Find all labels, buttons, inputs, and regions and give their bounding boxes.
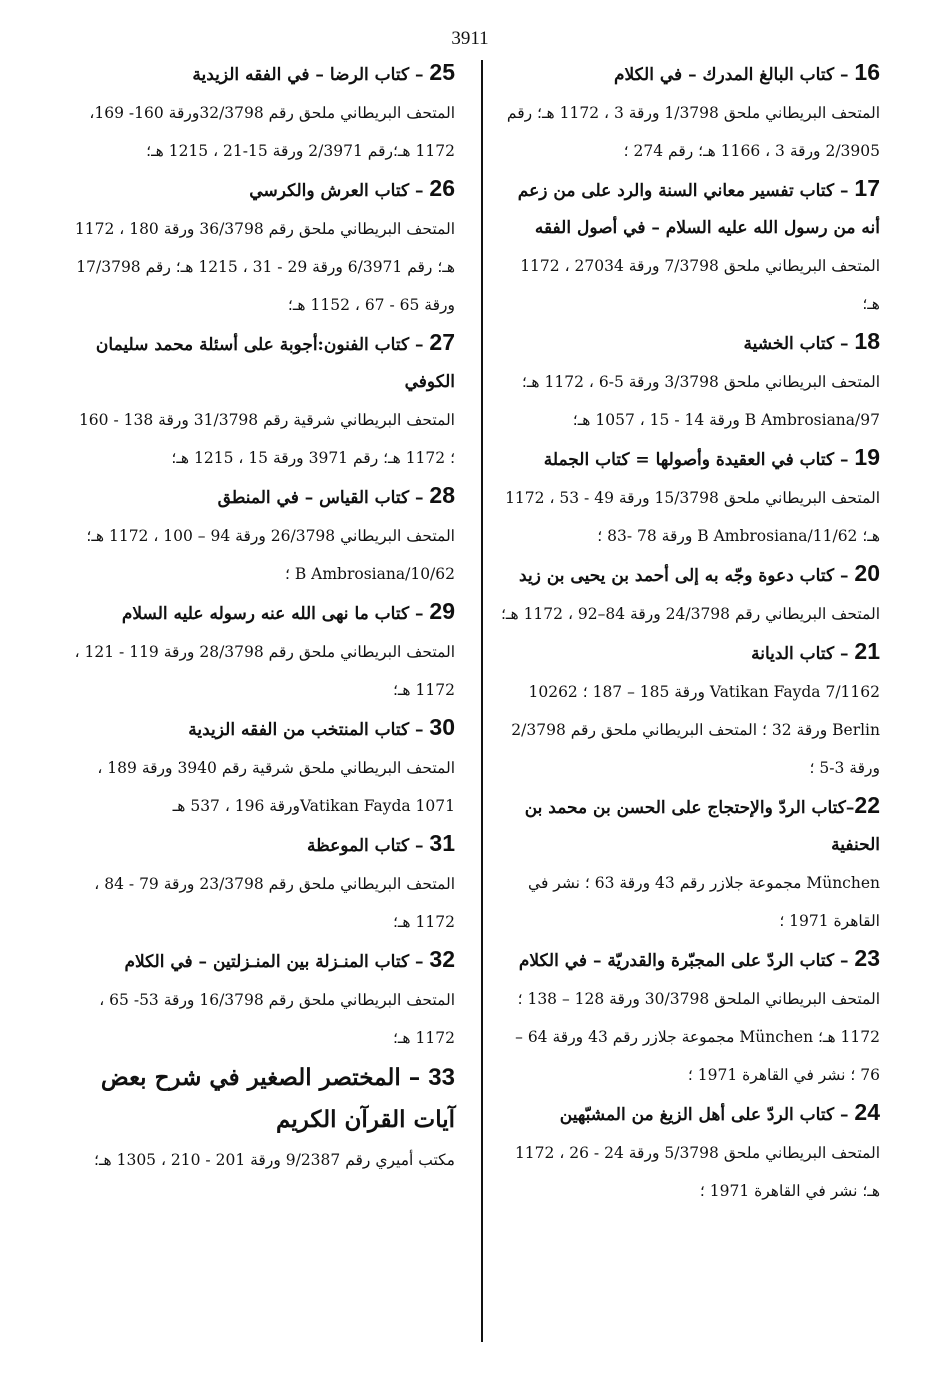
entry-21	[500, 633, 880, 787]
entry-title	[70, 324, 455, 401]
entry-20	[500, 555, 880, 633]
entry-title-text: – المختصر الصغير في شرح بعض آيات القرآن الكريم	[100, 1064, 455, 1133]
entry-title-text: – كتاب الخشية	[743, 334, 855, 354]
entry-32	[70, 941, 455, 1057]
entry-22	[500, 787, 880, 940]
entry-body: المتحف البريطاني الملحق 30/3798 ورقة 128 – 138 ؛ 1172 هـ؛ München مجموعة جلازر رقم 43 ورقة 64 – 76 ؛ نشر في القاهرة 1971 ؛	[515, 990, 880, 1084]
entry-31	[70, 825, 455, 941]
entry-title-text: – كتاب المنـزلة بين المنـزلتين – في الكلام	[124, 952, 430, 972]
entry-18	[500, 323, 880, 439]
entry-title-text: – كتاب المنتخب من الفقه الزيدية	[188, 720, 430, 740]
column-divider	[481, 60, 483, 1342]
entry-body: المتحف البريطاني ملحق 5/3798 ورقة 24 - 26 ، 1172 هـ؛ نشر في القاهرة 1971 ؛	[514, 1144, 880, 1200]
entry-number: 22	[854, 792, 880, 818]
entry-title	[500, 323, 880, 363]
entry-body: المتحف البريطاني ملحق 15/3798 ورقة 49 - 53 ، 1172 هـ؛ 11/62/B Ambrosiana ورقة 78 -83 ؛	[505, 489, 880, 545]
entry-title-text: – كتاب الرضا – في الفقه الزيدية	[192, 65, 430, 85]
entry-title-text: – كتاب الموعظة	[307, 836, 430, 856]
entry-number: 23	[854, 945, 880, 971]
entry-title	[70, 477, 455, 517]
entry-title	[70, 54, 455, 94]
entry-33	[70, 1057, 455, 1179]
entry-number: 20	[854, 560, 880, 586]
entry-number: 32	[429, 946, 455, 972]
entry-title-text: – كتاب الردّ على المجبّرة والقدريّة – في الكلام	[518, 951, 855, 971]
entry-title	[500, 439, 880, 479]
entry-body: مكتب أميري رقم 9/2387 ورقة 201 - 210 ، 1305 هـ؛	[94, 1151, 455, 1169]
entry-number: 29	[429, 598, 455, 624]
left-column	[70, 54, 455, 1179]
entry-title-text: – كتاب القياس – في المنطق	[217, 488, 430, 508]
entry-title	[500, 170, 880, 247]
entry-19	[500, 439, 880, 555]
entry-29	[70, 593, 455, 709]
entry-number: 27	[429, 329, 455, 355]
entry-body: المتحف البريطاني 26/3798 ورقة 94 – 100 ، 1172 هـ؛ 10/62/B Ambrosiana ؛	[86, 527, 455, 583]
entry-title-text: – كتاب ما نهى الله عنه رسوله عليه السلام	[121, 604, 430, 624]
entry-number: 25	[429, 59, 455, 85]
entry-body: المتحف البريطاني ملحق رقم 36/3798 ورقة 180 ، 1172 هـ؛ رقم 6/3971 ورقة 29 - 31 ، 1215 هـ؛ رقم 17/3798 ورقة 65 - 67 ، 1152 هـ؛	[74, 220, 455, 314]
entry-27	[70, 324, 455, 477]
entry-body: المتحف البريطاني ملحق 7/3798 ورقة 27034 ، 1172 هـ؛	[520, 257, 880, 313]
entry-title	[70, 170, 455, 210]
entry-body: München مجموعة جلازر رقم 43 ورقة 63 ؛ نشر في القاهرة 1971 ؛	[528, 874, 880, 930]
entry-body: المتحف البريطاني ملحق 1/3798 ورقة 3 ، 1172 هـ؛ رقم 2/3905 ورقة 3 ، 1166 هـ؛ رقم 274 ؛	[506, 104, 880, 160]
entry-title	[70, 1057, 455, 1141]
entry-25	[70, 54, 455, 170]
entry-title	[70, 825, 455, 865]
entry-number: 24	[854, 1099, 880, 1125]
entry-number: 33	[428, 1064, 455, 1091]
entry-title-text: – كتاب البالغ المدرك – في الكلام	[613, 65, 855, 85]
entry-17	[500, 170, 880, 323]
entry-title-text: – كتاب العرش والكرسي	[249, 181, 430, 201]
entry-23	[500, 940, 880, 1094]
entry-16	[500, 54, 880, 170]
entry-number: 16	[854, 59, 880, 85]
entry-number: 21	[854, 638, 880, 664]
entry-title	[500, 1094, 880, 1134]
entry-title-text: – كتاب تفسير معاني السنة والرد على من زعم أنه من رسول الله عليه السلام – في أصول الفقه	[517, 181, 880, 238]
entry-body: المتحف البريطاني رقم 24/3798 ورقة 84–92 ، 1172 هـ؛	[500, 605, 880, 623]
entry-title-text: – كتاب دعوة وجّه به إلى أحمد بن يحيى بن زيد	[519, 566, 855, 586]
entry-body: المتحف البريطاني ملحق رقم 16/3798 ورقة 53- 65 ، 1172 هـ؛	[99, 991, 455, 1047]
entry-title	[500, 787, 880, 864]
entry-number: 28	[429, 482, 455, 508]
entry-30	[70, 709, 455, 825]
entry-number: 19	[854, 444, 880, 470]
entry-28	[70, 477, 455, 593]
entry-title	[500, 555, 880, 595]
right-column	[500, 54, 880, 1210]
entry-title-text: – كتاب في العقيدة وأصولها = كتاب الجملة	[543, 450, 855, 470]
entry-title-text: – كتاب الردّ على أهل الزيغ من المشبّهين	[559, 1105, 855, 1125]
entry-number: 17	[854, 175, 880, 201]
entry-body: المتحف البريطاني ملحق رقم 28/3798 ورقة 119 - 121 ، 1172 هـ؛	[74, 643, 455, 699]
entry-title-text: – كتاب الديانة	[751, 644, 855, 664]
entry-title	[70, 593, 455, 633]
page-number: 3911	[451, 28, 489, 49]
entry-number: 18	[854, 328, 880, 354]
entry-body: المتحف البريطاني ملحق 3/3798 ورقة 5-6 ، 1172 هـ؛ 97/B Ambrosiana ورقة 14 - 15 ، 1057 هـ؛	[521, 373, 880, 429]
entry-title-text: –كتاب الردّ والإحتجاج على الحسن بن محمد بن الحنفية	[524, 798, 880, 855]
entry-number: 26	[429, 175, 455, 201]
entry-title	[500, 633, 880, 673]
entry-body: المتحف البريطاني ملحق رقم 32/3798ورقة 160- 169، 1172 هـ؛رقم 2/3971 ورقة 15-21 ، 1215 هـ؛	[89, 104, 455, 160]
entry-number: 30	[429, 714, 455, 740]
entry-title-text: – كتاب الفنون:أجوبة على أسئلة محمد سليمان الكوفي	[95, 335, 455, 392]
entry-title	[500, 54, 880, 94]
entry-body: المتحف البريطاني شرقية رقم 31/3798 ورقة 138 - 160 ؛ 1172 هـ؛ رقم 3971 ورقة 15 ، 1215 هـ؛	[78, 411, 455, 467]
entry-title	[500, 940, 880, 980]
entry-title	[70, 709, 455, 749]
entry-title	[70, 941, 455, 981]
entry-body: المتحف البريطاني ملحق شرقية رقم 3940 ورقة 189 ، 1071 Vatikan Faydaورقة 196 ، 537 هـ	[97, 759, 455, 815]
entry-number: 31	[429, 830, 455, 856]
entry-26	[70, 170, 455, 324]
entry-body: 7/1162 Vatikan Fayda ورقة 185 – 187 ؛ 10262 Berlin ورقة 32 ؛ المتحف البريطاني ملحق رقم 2/3798 ورقة 3-5 ؛	[511, 683, 880, 777]
entry-body: المتحف البريطاني ملحق رقم 23/3798 ورقة 79 - 84 ، 1172 هـ؛	[94, 875, 455, 931]
entry-24	[500, 1094, 880, 1210]
